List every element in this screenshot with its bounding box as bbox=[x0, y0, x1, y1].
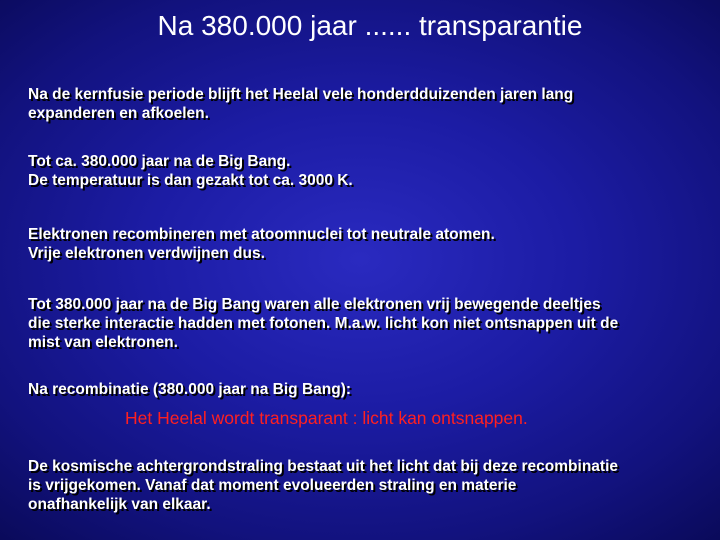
paragraph-line: De kosmische achtergrondstraling bestaat uit het licht dat bij deze recombinatie bbox=[28, 458, 618, 475]
paragraph-line: Elektronen recombineren met atoomnuclei tot neutrale atomen. bbox=[28, 226, 495, 243]
paragraph-line: De temperatuur is dan gezakt tot ca. 3000 K. bbox=[28, 172, 353, 189]
paragraph-line: onafhankelijk van elkaar. bbox=[28, 496, 211, 513]
paragraph-fotonen bbox=[28, 295, 718, 352]
paragraph-line: expanderen en afkoelen. bbox=[28, 105, 209, 122]
paragraph-line: Tot 380.000 jaar na de Big Bang waren alle elektronen vrij bewegende deeltjes bbox=[28, 296, 601, 313]
paragraph-line: Na recombinatie (380.000 jaar na Big Bang): bbox=[28, 381, 352, 398]
paragraph-kernfusie bbox=[28, 85, 718, 123]
paragraph-line: is vrijgekomen. Vanaf dat moment evolueerden straling en materie bbox=[28, 477, 517, 494]
paragraph-line: die sterke interactie hadden met fotonen. M.a.w. licht kon niet ontsnappen uit de bbox=[28, 315, 619, 332]
slide-title: Na 380.000 jaar ...... transparantie bbox=[157, 10, 583, 41]
paragraph-line: Tot ca. 380.000 jaar na de Big Bang. bbox=[28, 153, 291, 170]
paragraph-na-recombinatie bbox=[28, 380, 718, 399]
paragraph-line: Vrije elektronen verdwijnen dus. bbox=[28, 245, 265, 262]
paragraph-temperatuur bbox=[28, 152, 718, 190]
paragraph-recombineren bbox=[28, 225, 718, 263]
paragraph-line: Na de kernfusie periode blijft het Heelal vele honderdduizenden jaren lang bbox=[28, 86, 574, 103]
highlight-statement: Het Heelal wordt transparant : licht kan ontsnappen. bbox=[125, 408, 528, 428]
paragraph-line: mist van elektronen. bbox=[28, 334, 178, 351]
paragraph-achtergrondstraling bbox=[28, 457, 718, 514]
